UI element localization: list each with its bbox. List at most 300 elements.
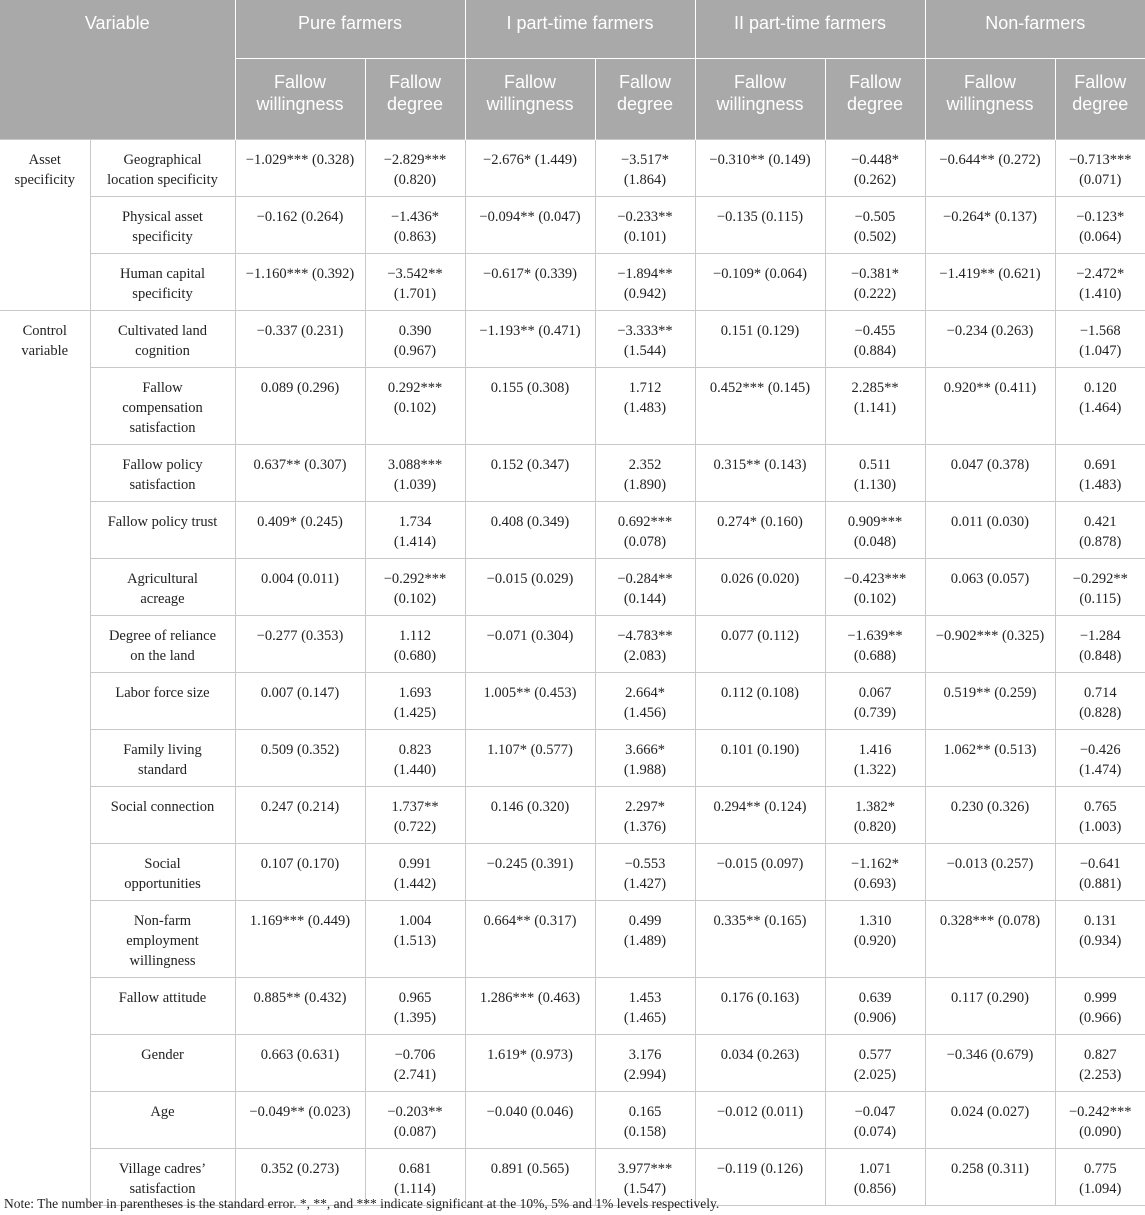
degree-cell bbox=[365, 978, 465, 1035]
text-line: 0.047 (0.378) bbox=[950, 457, 1030, 473]
text-line: 0.026 (0.020) bbox=[720, 571, 800, 587]
willingness-cell bbox=[235, 140, 365, 197]
degree-cell bbox=[365, 368, 465, 445]
text-line: −1.160*** (0.392) bbox=[245, 266, 355, 282]
degree-cell bbox=[825, 978, 925, 1035]
degree-cell bbox=[595, 787, 695, 844]
text-line: 3.666* bbox=[625, 742, 665, 758]
text-line: (1.864) bbox=[623, 172, 667, 188]
willingness-cell bbox=[465, 730, 595, 787]
text-line: −0.203** bbox=[387, 1104, 443, 1120]
willingness-cell bbox=[465, 901, 595, 978]
willingness-cell bbox=[925, 844, 1055, 901]
text-line: (1.322) bbox=[853, 762, 897, 778]
text-line: Labor force size bbox=[115, 685, 210, 701]
willingness-cell bbox=[695, 502, 825, 559]
degree-cell bbox=[1055, 1149, 1145, 1206]
text-line: −0.505 bbox=[854, 209, 896, 225]
group-header-ii-part-time: II part-time farmers bbox=[695, 0, 925, 59]
text-line: −0.902*** (0.325) bbox=[935, 628, 1045, 644]
text-line: Human capital bbox=[120, 266, 205, 282]
text-line: (0.158) bbox=[623, 1124, 667, 1140]
willingness-cell bbox=[235, 197, 365, 254]
text-line: −0.292** bbox=[1072, 571, 1128, 587]
text-line: 0.176 (0.163) bbox=[720, 990, 800, 1006]
text-line: compensation bbox=[122, 400, 203, 416]
willingness-cell bbox=[465, 1092, 595, 1149]
text-line: (1.489) bbox=[623, 933, 667, 949]
text-line: (0.078) bbox=[623, 534, 667, 550]
table-row bbox=[0, 787, 1145, 844]
willingness-cell bbox=[465, 311, 595, 368]
degree-cell bbox=[365, 502, 465, 559]
text-line: (0.967) bbox=[393, 343, 437, 359]
degree-cell bbox=[1055, 1035, 1145, 1092]
text-line: 0.165 bbox=[628, 1104, 662, 1120]
degree-cell bbox=[825, 1035, 925, 1092]
willingness-cell bbox=[695, 1092, 825, 1149]
degree-cell bbox=[825, 368, 925, 445]
text-line: (1.474) bbox=[1079, 762, 1122, 778]
text-line: 0.034 (0.263) bbox=[720, 1047, 800, 1063]
willingness-cell bbox=[695, 673, 825, 730]
text-line: Family living bbox=[123, 742, 202, 758]
degree-cell bbox=[1055, 368, 1145, 445]
text-line: 0.004 (0.011) bbox=[261, 571, 339, 587]
degree-cell bbox=[825, 559, 925, 616]
text-line: 0.577 bbox=[858, 1047, 892, 1063]
text-line: 1.693 bbox=[398, 685, 432, 701]
text-line: Geographical bbox=[123, 152, 202, 168]
text-line: (0.693) bbox=[853, 876, 897, 892]
text-line: acreage bbox=[140, 591, 185, 607]
text-line: (0.115) bbox=[1079, 591, 1122, 607]
text-line: 0.274* (0.160) bbox=[717, 514, 803, 530]
text-line: Fallow bbox=[848, 72, 901, 92]
degree-cell bbox=[825, 311, 925, 368]
text-line: (2.253) bbox=[1079, 1067, 1122, 1083]
degree-cell bbox=[595, 844, 695, 901]
text-line: 0.499 bbox=[628, 913, 662, 929]
degree-cell bbox=[1055, 787, 1145, 844]
willingness-cell bbox=[235, 844, 365, 901]
text-line: −2.472* bbox=[1076, 266, 1125, 282]
text-line: −2.676* (1.449) bbox=[483, 152, 577, 168]
degree-cell bbox=[595, 1035, 695, 1092]
willingness-cell bbox=[925, 140, 1055, 197]
group-header-non-farmers: Non-farmers bbox=[925, 0, 1145, 59]
text-line: 2.664* bbox=[625, 685, 665, 701]
text-line: Social connection bbox=[110, 799, 215, 815]
degree-cell bbox=[825, 901, 925, 978]
degree-cell bbox=[1055, 901, 1145, 978]
text-line: 0.509 (0.352) bbox=[260, 742, 340, 758]
text-line: willingness bbox=[129, 953, 196, 969]
degree-cell bbox=[825, 502, 925, 559]
text-line: (0.102) bbox=[393, 591, 437, 607]
text-line: Fallow policy bbox=[122, 457, 203, 473]
degree-cell bbox=[365, 311, 465, 368]
willingness-cell bbox=[465, 673, 595, 730]
text-line: −3.542** bbox=[387, 266, 443, 282]
degree-cell bbox=[595, 730, 695, 787]
variable-name bbox=[90, 673, 235, 730]
text-line: 0.519** (0.259) bbox=[943, 685, 1037, 701]
text-line: 0.101 (0.190) bbox=[720, 742, 800, 758]
text-line: (0.820) bbox=[853, 819, 897, 835]
text-line: 1.416 bbox=[858, 742, 892, 758]
variable-name bbox=[90, 311, 235, 368]
willingness-cell bbox=[925, 1092, 1055, 1149]
text-line: (1.047) bbox=[1079, 343, 1122, 359]
degree-cell bbox=[595, 254, 695, 311]
text-line: 0.120 bbox=[1083, 380, 1117, 396]
text-line: −0.047 bbox=[854, 1104, 896, 1120]
text-line: Physical asset bbox=[122, 209, 203, 225]
degree-cell bbox=[365, 730, 465, 787]
text-line: −0.071 (0.304) bbox=[486, 628, 574, 644]
text-line: 0.765 bbox=[1083, 799, 1117, 815]
degree-cell bbox=[825, 1092, 925, 1149]
text-line: 1.005** (0.453) bbox=[483, 685, 577, 701]
text-line: −0.292*** bbox=[383, 571, 447, 587]
text-line: (1.701) bbox=[393, 286, 437, 302]
text-line: 0.390 bbox=[398, 323, 432, 339]
text-line: 0.151 (0.129) bbox=[720, 323, 800, 339]
text-line: −0.448* bbox=[850, 152, 900, 168]
text-line: degree bbox=[386, 94, 444, 114]
text-line: 1.453 bbox=[628, 990, 662, 1006]
variable-name bbox=[90, 1092, 235, 1149]
text-line: −0.040 (0.046) bbox=[486, 1104, 574, 1120]
text-line: −0.012 (0.011) bbox=[716, 1104, 804, 1120]
degree-cell bbox=[825, 787, 925, 844]
text-line: (0.934) bbox=[1079, 933, 1122, 949]
text-line: 0.107 (0.170) bbox=[260, 856, 340, 872]
willingness-cell bbox=[235, 559, 365, 616]
text-line: (1.003) bbox=[1079, 819, 1122, 835]
degree-cell bbox=[595, 197, 695, 254]
willingness-cell bbox=[925, 1149, 1055, 1206]
row-group-label bbox=[0, 140, 90, 311]
text-line: −0.049** (0.023) bbox=[249, 1104, 351, 1120]
text-line: −1.568 bbox=[1079, 323, 1121, 339]
text-line: (0.262) bbox=[853, 172, 897, 188]
text-line: −0.135 (0.115) bbox=[716, 209, 804, 225]
willingness-cell bbox=[465, 197, 595, 254]
text-line: 0.775 bbox=[1083, 1161, 1117, 1177]
willingness-cell bbox=[465, 559, 595, 616]
degree-cell bbox=[365, 559, 465, 616]
degree-cell bbox=[1055, 502, 1145, 559]
willingness-cell bbox=[695, 901, 825, 978]
willingness-cell bbox=[695, 311, 825, 368]
willingness-cell bbox=[695, 978, 825, 1035]
variable-name bbox=[90, 445, 235, 502]
willingness-cell bbox=[235, 673, 365, 730]
willingness-cell bbox=[925, 730, 1055, 787]
text-line: (0.820) bbox=[393, 172, 437, 188]
willingness-cell bbox=[925, 1035, 1055, 1092]
variable-name bbox=[90, 844, 235, 901]
subheader-fallow-willingness bbox=[925, 59, 1055, 140]
degree-cell bbox=[1055, 1092, 1145, 1149]
variable-name bbox=[90, 368, 235, 445]
text-line: −0.015 (0.097) bbox=[716, 856, 804, 872]
text-line: −0.284** bbox=[617, 571, 673, 587]
degree-cell bbox=[1055, 730, 1145, 787]
willingness-cell bbox=[235, 1035, 365, 1092]
degree-cell bbox=[1055, 197, 1145, 254]
text-line: 1.107* (0.577) bbox=[487, 742, 573, 758]
text-line: (0.739) bbox=[853, 705, 897, 721]
text-line: −0.617* (0.339) bbox=[483, 266, 577, 282]
text-line: degree bbox=[616, 94, 674, 114]
degree-cell bbox=[825, 616, 925, 673]
willingness-cell bbox=[465, 616, 595, 673]
text-line: −0.015 (0.029) bbox=[486, 571, 574, 587]
willingness-cell bbox=[465, 254, 595, 311]
willingness-cell bbox=[695, 368, 825, 445]
text-line: 0.408 (0.349) bbox=[490, 514, 570, 530]
text-line: 0.024 (0.027) bbox=[950, 1104, 1030, 1120]
text-line: Fallow bbox=[142, 380, 183, 396]
degree-cell bbox=[1055, 844, 1145, 901]
text-line: variable bbox=[21, 343, 69, 359]
text-line: specificity bbox=[132, 286, 193, 302]
text-line: 0.965 bbox=[398, 990, 432, 1006]
text-line: Fallow attitude bbox=[118, 990, 207, 1006]
text-line: satisfaction bbox=[129, 1181, 196, 1197]
text-line: −0.455 bbox=[854, 323, 896, 339]
text-line: (0.064) bbox=[1079, 229, 1122, 245]
degree-cell bbox=[365, 787, 465, 844]
text-line: −3.333** bbox=[617, 323, 673, 339]
degree-cell bbox=[365, 254, 465, 311]
willingness-cell bbox=[235, 616, 365, 673]
table-row bbox=[0, 978, 1145, 1035]
text-line: (0.828) bbox=[1079, 705, 1122, 721]
text-line: satisfaction bbox=[129, 477, 196, 493]
text-line: −1.419** (0.621) bbox=[939, 266, 1041, 282]
text-line: 0.077 (0.112) bbox=[721, 628, 799, 644]
text-line: 1.734 bbox=[398, 514, 432, 530]
text-line: Fallow bbox=[503, 72, 556, 92]
text-line: willingness bbox=[486, 94, 574, 114]
variable-name bbox=[90, 730, 235, 787]
text-line: −0.245 (0.391) bbox=[486, 856, 574, 872]
text-line: −0.264* (0.137) bbox=[943, 209, 1037, 225]
text-line: (0.102) bbox=[393, 400, 437, 416]
text-line: (0.048) bbox=[853, 534, 897, 550]
table-header bbox=[0, 0, 1145, 140]
willingness-cell bbox=[695, 730, 825, 787]
text-line: (0.102) bbox=[853, 591, 897, 607]
text-line: (0.863) bbox=[393, 229, 437, 245]
text-line: (1.465) bbox=[623, 1010, 667, 1026]
text-line: (1.456) bbox=[623, 705, 667, 721]
willingness-cell bbox=[235, 311, 365, 368]
willingness-cell bbox=[925, 445, 1055, 502]
degree-cell bbox=[825, 730, 925, 787]
variable-name bbox=[90, 254, 235, 311]
text-line: 0.335** (0.165) bbox=[713, 913, 807, 929]
text-line: (1.544) bbox=[623, 343, 667, 359]
text-line: −1.894** bbox=[617, 266, 673, 282]
text-line: 3.176 bbox=[628, 1047, 662, 1063]
text-line: −3.517* bbox=[620, 152, 670, 168]
text-line: −0.123* bbox=[1076, 209, 1125, 225]
text-line: (1.039) bbox=[393, 477, 437, 493]
degree-cell bbox=[365, 197, 465, 254]
text-line: (1.114) bbox=[394, 1181, 436, 1197]
table-row bbox=[0, 197, 1145, 254]
text-line: (2.083) bbox=[623, 648, 667, 664]
willingness-cell bbox=[925, 254, 1055, 311]
text-line: (1.141) bbox=[853, 400, 897, 416]
willingness-cell bbox=[695, 844, 825, 901]
text-line: Fallow policy trust bbox=[107, 514, 218, 530]
willingness-cell bbox=[925, 616, 1055, 673]
willingness-cell bbox=[465, 978, 595, 1035]
text-line: 0.691 bbox=[1083, 457, 1117, 473]
table-row bbox=[0, 844, 1145, 901]
variable-name bbox=[90, 502, 235, 559]
text-line: −1.436* bbox=[390, 209, 440, 225]
willingness-cell bbox=[925, 787, 1055, 844]
subheader-fallow-degree bbox=[825, 59, 925, 140]
willingness-cell bbox=[465, 368, 595, 445]
text-line: 1.286*** (0.463) bbox=[479, 990, 581, 1006]
text-line: −0.094** (0.047) bbox=[479, 209, 581, 225]
text-line: −2.829*** bbox=[383, 152, 447, 168]
willingness-cell bbox=[695, 197, 825, 254]
text-line: (0.680) bbox=[393, 648, 437, 664]
subheader-fallow-willingness bbox=[235, 59, 365, 140]
degree-cell bbox=[595, 502, 695, 559]
willingness-cell bbox=[925, 978, 1055, 1035]
degree-cell bbox=[825, 445, 925, 502]
text-line: standard bbox=[137, 762, 188, 778]
willingness-cell bbox=[235, 787, 365, 844]
text-line: 0.409* (0.245) bbox=[257, 514, 343, 530]
text-line: (2.025) bbox=[853, 1067, 897, 1083]
degree-cell bbox=[595, 559, 695, 616]
degree-cell bbox=[595, 978, 695, 1035]
degree-cell bbox=[1055, 254, 1145, 311]
table-row bbox=[0, 730, 1145, 787]
text-line: −0.641 bbox=[1079, 856, 1121, 872]
table-row bbox=[0, 1035, 1145, 1092]
willingness-cell bbox=[235, 445, 365, 502]
text-line: −0.423*** bbox=[843, 571, 907, 587]
willingness-cell bbox=[465, 1035, 595, 1092]
table-row bbox=[0, 901, 1145, 978]
text-line: −0.706 bbox=[394, 1047, 436, 1063]
text-line: 0.089 (0.296) bbox=[260, 380, 340, 396]
text-line: 2.297* bbox=[625, 799, 665, 815]
text-line: (0.942) bbox=[623, 286, 667, 302]
text-line: (1.427) bbox=[623, 876, 667, 892]
degree-cell bbox=[825, 197, 925, 254]
text-line: (0.884) bbox=[853, 343, 897, 359]
text-line: −0.381* bbox=[850, 266, 900, 282]
text-line: (0.881) bbox=[1079, 876, 1122, 892]
text-line: Fallow bbox=[618, 72, 671, 92]
text-line: on the land bbox=[130, 648, 195, 664]
text-line: (0.222) bbox=[853, 286, 897, 302]
text-line: (0.856) bbox=[853, 1181, 897, 1197]
text-line: −4.783** bbox=[617, 628, 673, 644]
willingness-cell bbox=[695, 616, 825, 673]
text-line: 0.511 bbox=[858, 457, 892, 473]
text-line: (0.848) bbox=[1079, 648, 1122, 664]
text-line: Fallow bbox=[273, 72, 326, 92]
table-row bbox=[0, 673, 1145, 730]
text-line: (1.425) bbox=[393, 705, 437, 721]
text-line: 1.619* (0.973) bbox=[487, 1047, 573, 1063]
text-line: −0.013 (0.257) bbox=[946, 856, 1034, 872]
degree-cell bbox=[365, 844, 465, 901]
text-line: Social bbox=[144, 856, 181, 872]
text-line: degree bbox=[846, 94, 904, 114]
text-line: Non-farm bbox=[133, 913, 192, 929]
text-line: 0.352 (0.273) bbox=[260, 1161, 340, 1177]
table-row bbox=[0, 559, 1145, 616]
text-line: 3.977*** bbox=[617, 1161, 673, 1177]
text-line: 0.999 bbox=[1083, 990, 1117, 1006]
text-line: (2.994) bbox=[623, 1067, 667, 1083]
degree-cell bbox=[825, 673, 925, 730]
text-line: 0.891 (0.565) bbox=[490, 1161, 570, 1177]
text-line: 1.310 bbox=[858, 913, 892, 929]
willingness-cell bbox=[695, 559, 825, 616]
text-line: −1.639** bbox=[847, 628, 903, 644]
text-line: 0.328*** (0.078) bbox=[939, 913, 1041, 929]
willingness-cell bbox=[695, 140, 825, 197]
row-group-label bbox=[0, 311, 90, 1206]
text-line: Fallow bbox=[733, 72, 786, 92]
table-row bbox=[0, 1092, 1145, 1149]
degree-cell bbox=[595, 368, 695, 445]
table-row bbox=[0, 254, 1145, 311]
text-line: −0.346 (0.679) bbox=[946, 1047, 1034, 1063]
text-line: 0.155 (0.308) bbox=[490, 380, 570, 396]
text-line: 0.637** (0.307) bbox=[253, 457, 347, 473]
variable-name bbox=[90, 197, 235, 254]
subheader-fallow-degree bbox=[595, 59, 695, 140]
text-line: degree bbox=[1072, 94, 1129, 114]
text-line: satisfaction bbox=[129, 420, 196, 436]
text-line: 2.352 bbox=[628, 457, 662, 473]
text-line: (2.741) bbox=[393, 1067, 437, 1083]
text-line: 0.714 bbox=[1083, 685, 1117, 701]
text-line: 0.452*** (0.145) bbox=[709, 380, 811, 396]
subheader-fallow-willingness bbox=[695, 59, 825, 140]
willingness-cell bbox=[925, 197, 1055, 254]
text-line: 0.664** (0.317) bbox=[483, 913, 577, 929]
willingness-cell bbox=[925, 368, 1055, 445]
text-line: −1.162* bbox=[850, 856, 900, 872]
text-line: −1.193** (0.471) bbox=[479, 323, 581, 339]
text-line: (0.090) bbox=[1079, 1124, 1122, 1140]
text-line: 1.004 bbox=[398, 913, 432, 929]
table-row bbox=[0, 140, 1145, 197]
text-line: −0.242*** bbox=[1068, 1104, 1132, 1120]
text-line: −0.109* (0.064) bbox=[713, 266, 807, 282]
table-row bbox=[0, 502, 1145, 559]
willingness-cell bbox=[235, 901, 365, 978]
